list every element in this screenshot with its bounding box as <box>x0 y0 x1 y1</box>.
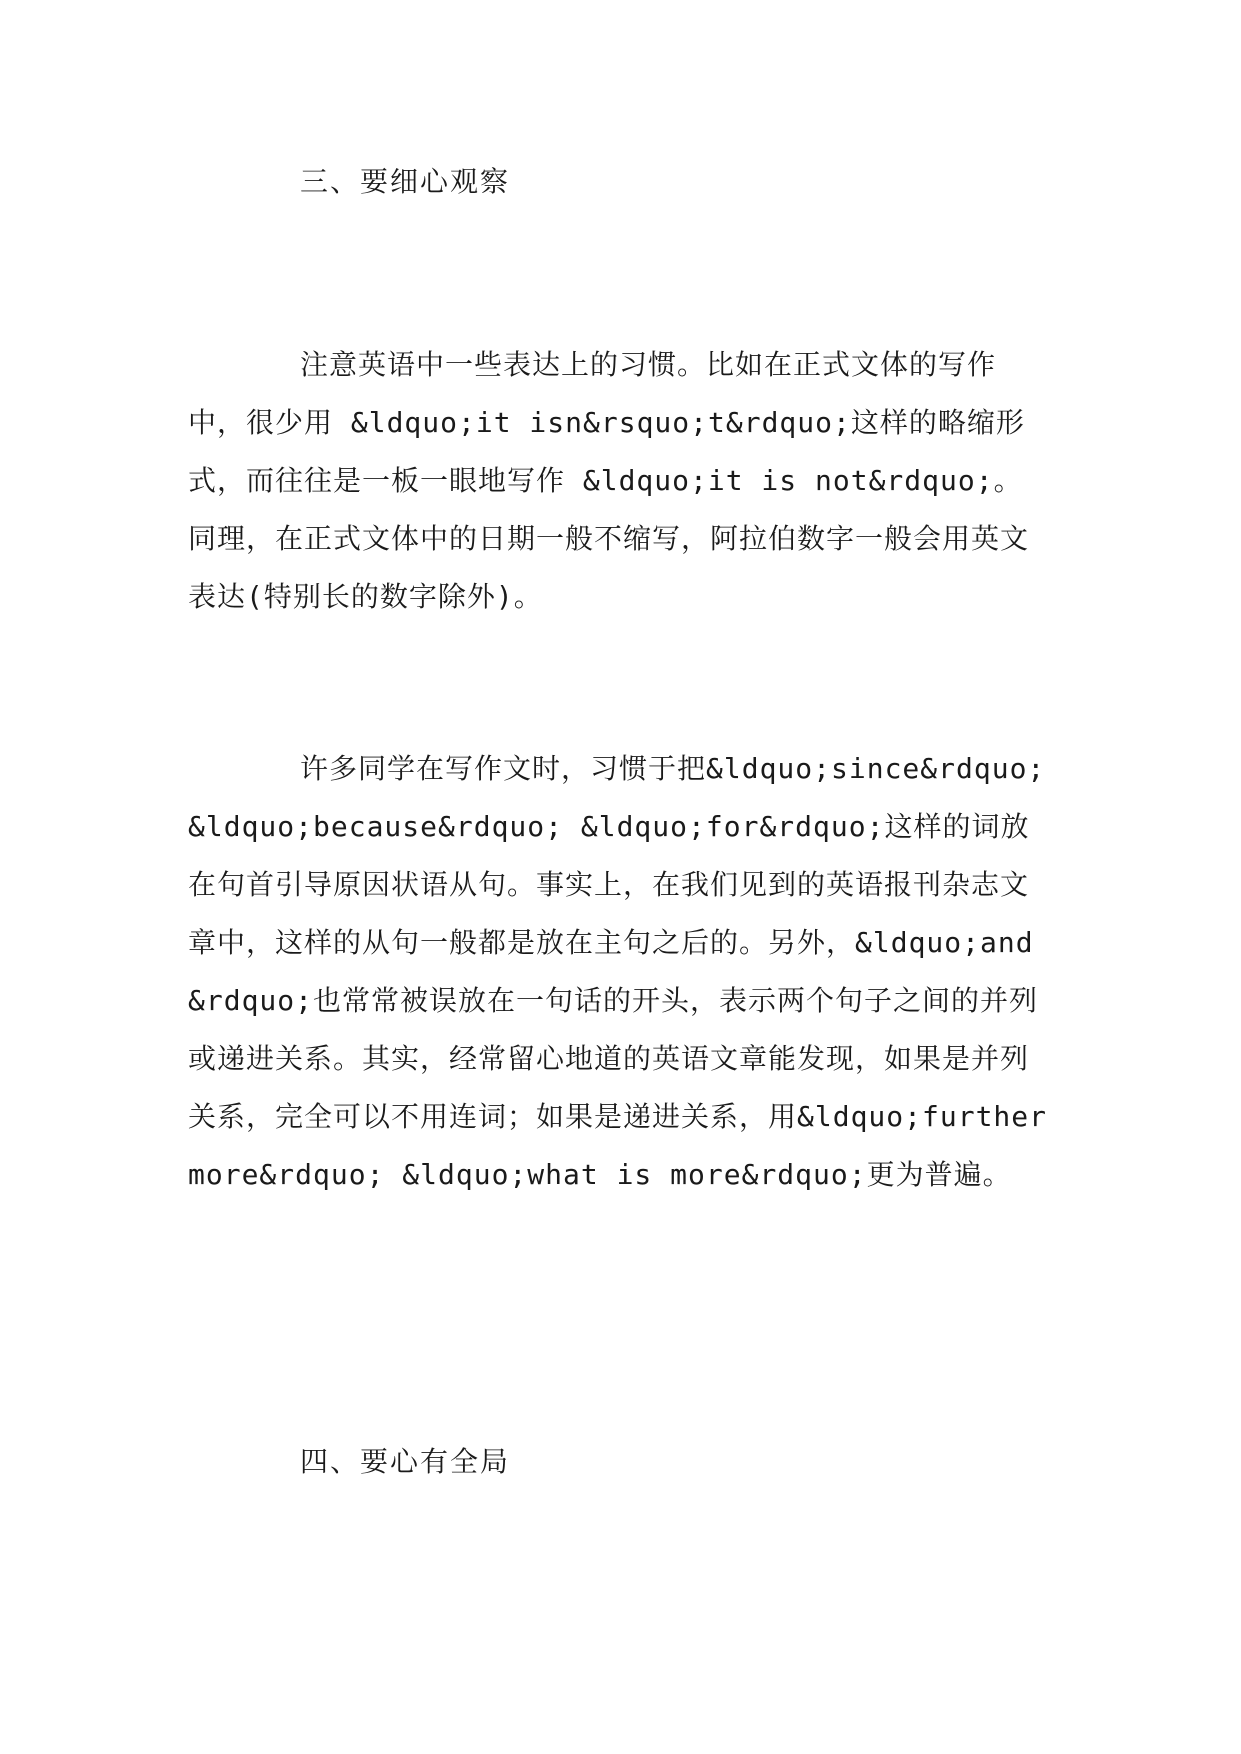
section-heading-3: 三、要细心观察 <box>300 165 511 198</box>
paragraph-observe <box>188 336 1048 626</box>
paragraph-conjunctions <box>188 740 1048 1204</box>
paragraph-text: 许多同学在写作文时，习惯于把&ldquo;since&rdquo; &ldquo;because&rdquo; &ldquo;for&rdquo;这样的词放在句首引导原因状语从句。事实上，在我们见到的英语报刊杂志文章中，这样的从句一般都是放在主句之后的。另外，&ldquo;and&rdquo;也常常被误放在一句话的开头，表示两个句子之间的并列或递进关系。其实，经常留心地道的英语文章能发现，如果是并列关系，完全可以不用连词；如果是递进关系，用&ldquo;furthermore&rdquo; &ldquo;what is more&rdquo;更为普遍。 <box>188 752 1048 1191</box>
paragraph-text: 注意英语中一些表达上的习惯。比如在正式文体的写作中，很少用 &ldquo;it isn&rsquo;t&rdquo;这样的略缩形式，而往往是一板一眼地写作 &ldquo;it is not&rdquo;。同理，在正式文体中的日期一般不缩写，阿拉伯数字一般会用英文表达(特别长的数字除外)。 <box>188 348 1030 613</box>
section-heading-4: 四、要心有全局 <box>300 1445 511 1478</box>
